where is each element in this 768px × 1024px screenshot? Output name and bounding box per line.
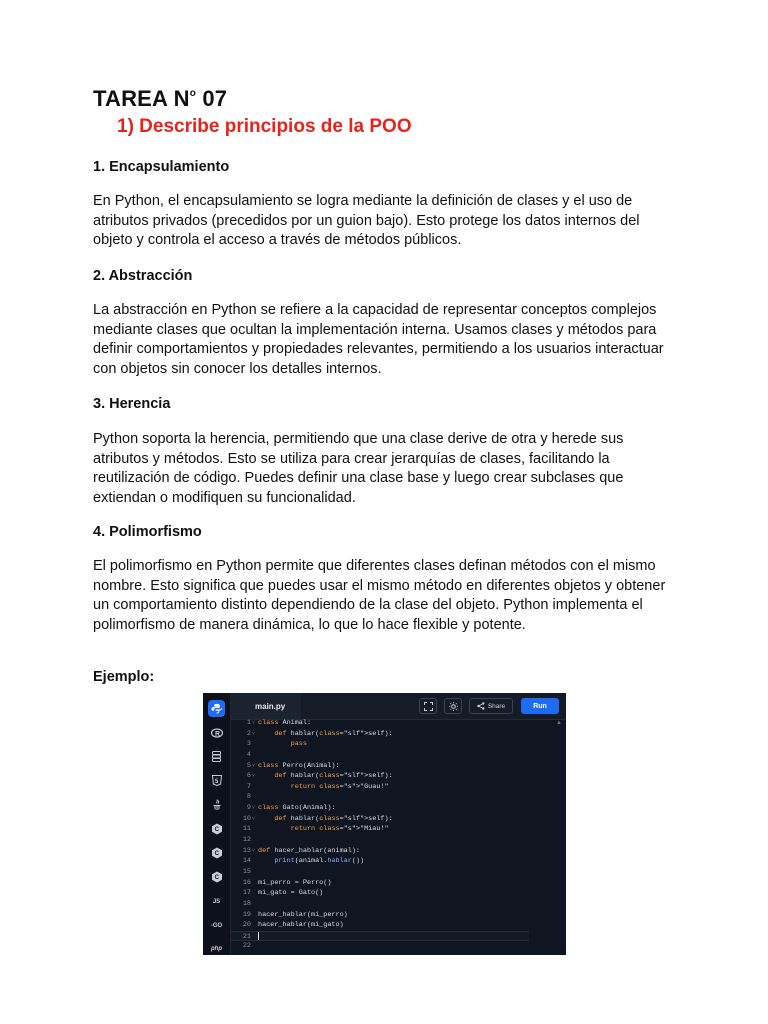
c-icon[interactable] xyxy=(208,820,225,837)
code-text: mi_perro = Perro() xyxy=(258,878,332,887)
java-icon[interactable] xyxy=(208,796,225,813)
line-number: 15 xyxy=(242,867,251,876)
code-line[interactable] xyxy=(231,835,566,846)
code-text: class Animal: xyxy=(258,719,312,727)
code-line[interactable] xyxy=(231,846,566,857)
code-line[interactable] xyxy=(231,910,566,921)
svg-text:R: R xyxy=(214,730,220,738)
fold-chevron-icon[interactable]: ˅ xyxy=(252,805,256,812)
code-text: print(animal.hablar()) xyxy=(274,857,365,866)
code-line[interactable] xyxy=(231,867,566,878)
code-line[interactable] xyxy=(231,941,566,952)
code-line[interactable] xyxy=(231,824,566,835)
database-icon[interactable] xyxy=(208,748,225,765)
language-sidebar xyxy=(203,693,231,955)
example-label: Ejemplo: xyxy=(93,669,155,685)
go-icon[interactable]: -GO xyxy=(210,922,223,929)
section-body-herencia: Python soporta la herencia, permitiendo que una clase derive de otra y herede sus atributos y métodos. Esto se utiliza para crear jerarquías de clases, facilitando la reutilización de código. Puedes definir una clase base y luego crear subclases que extiendan o modifiquen su funcionalidad. xyxy=(93,431,624,506)
section-heading-encapsulamiento: 1. Encapsulamiento xyxy=(93,159,230,175)
section-heading-abstraccion: 2. Abstracción xyxy=(93,268,193,284)
run-button[interactable]: Run xyxy=(521,698,559,714)
fold-chevron-icon[interactable]: ˅ xyxy=(252,730,256,737)
code-editor-screenshot xyxy=(203,693,566,955)
code-text: mi_gato = Gato() xyxy=(258,889,324,898)
code-text: def hacer_hablar(animal): xyxy=(258,846,360,855)
code-line[interactable] xyxy=(231,771,566,782)
code-area[interactable] xyxy=(231,718,566,952)
section-body-encapsulamiento: En Python, el encapsulamiento se logra mediante la definición de clases y el uso de atributos privados (precedidos por un guion bajo). Esto protege los datos internos del objeto y controla el acceso a través de métodos públicos. xyxy=(93,193,640,248)
code-line[interactable] xyxy=(231,729,566,740)
subtitle: 1) Describe principios de la POO xyxy=(117,116,412,137)
svg-text:5: 5 xyxy=(214,779,218,785)
line-number: 4 xyxy=(246,750,251,759)
section-heading-herencia: 3. Herencia xyxy=(93,396,171,412)
code-line[interactable] xyxy=(231,878,566,889)
theme-toggle-icon[interactable] xyxy=(444,698,462,714)
line-number: 7 xyxy=(246,782,251,791)
code-line[interactable] xyxy=(231,899,566,910)
code-line[interactable] xyxy=(231,931,529,942)
page-title xyxy=(93,86,227,112)
code-text: class Perro(Animal): xyxy=(258,761,340,770)
fold-chevron-icon[interactable]: ˅ xyxy=(252,720,256,726)
cpp-icon[interactable] xyxy=(208,844,225,861)
editor-toolbar xyxy=(231,693,566,720)
line-number: 11 xyxy=(242,825,251,834)
code-line[interactable] xyxy=(231,792,566,803)
line-number: 5 xyxy=(246,761,251,770)
line-number: 12 xyxy=(242,836,251,845)
code-line[interactable] xyxy=(231,814,566,825)
code-line[interactable] xyxy=(231,718,566,729)
fold-chevron-icon[interactable]: ˅ xyxy=(252,847,256,854)
code-text: hacer_hablar(mi_gato) xyxy=(258,921,344,930)
line-number: 13 xyxy=(242,846,251,855)
svg-text:C: C xyxy=(214,826,219,833)
section-body-abstraccion: La abstracción en Python se refiere a la capacidad de representar conceptos complejos mediante clases que ocultan la implementación interna. Usamos clases y métodos para definir comportamientos y propiedades relevantes, permitiendo a los usuarios interactuar con objetos sin conocer los detalles internos. xyxy=(93,302,664,377)
line-number: 14 xyxy=(242,857,251,866)
code-line[interactable] xyxy=(231,856,566,867)
tab-main-py[interactable]: main.py xyxy=(231,693,301,719)
code-text: pass xyxy=(290,740,307,749)
code-line[interactable] xyxy=(231,888,566,899)
code-text: def hablar(class="slf">self): xyxy=(274,772,393,781)
fold-chevron-icon[interactable]: ˅ xyxy=(252,815,256,822)
code-text: def hablar(class="slf">self): xyxy=(274,729,393,738)
code-line[interactable] xyxy=(231,803,566,814)
code-text: def hablar(class="slf">self): xyxy=(274,814,393,823)
section-heading-polimorfismo: 4. Polimorfismo xyxy=(93,524,202,540)
code-line[interactable] xyxy=(231,761,566,772)
fold-chevron-icon[interactable]: ˅ xyxy=(252,762,256,769)
fullscreen-icon[interactable] xyxy=(419,698,437,714)
code-line[interactable] xyxy=(231,750,566,761)
code-line[interactable] xyxy=(231,920,566,931)
code-line[interactable] xyxy=(231,782,566,793)
svg-text:C: C xyxy=(214,850,219,857)
csharp-icon[interactable] xyxy=(208,868,225,885)
line-number: 2 xyxy=(246,729,251,738)
line-number: 21 xyxy=(242,932,251,941)
line-number: 9 xyxy=(246,804,251,813)
code-text: return class="s">"Guau!" xyxy=(290,782,389,791)
line-number: 17 xyxy=(242,889,251,898)
line-number: 10 xyxy=(242,814,251,823)
html5-icon[interactable] xyxy=(208,772,225,789)
line-number: 16 xyxy=(242,878,251,887)
share-label: Share xyxy=(487,702,506,710)
php-icon[interactable]: php xyxy=(211,945,222,952)
code-line[interactable] xyxy=(231,739,566,750)
js-icon[interactable]: JS xyxy=(212,898,221,905)
line-number: 20 xyxy=(242,921,251,930)
line-number: 3 xyxy=(246,740,251,749)
line-number: 19 xyxy=(242,910,251,919)
line-number: 6 xyxy=(246,772,251,781)
share-button[interactable] xyxy=(469,698,513,714)
line-number: 22 xyxy=(242,942,251,951)
line-number: 1 xyxy=(246,719,251,727)
title-text: TAREA N xyxy=(93,86,190,111)
title-superscript: o xyxy=(189,87,197,99)
text-cursor xyxy=(258,932,259,940)
r-icon[interactable] xyxy=(208,724,225,741)
line-number: 8 xyxy=(246,793,251,802)
title-number: 07 xyxy=(196,86,228,111)
code-text: return class="s">"Miau!" xyxy=(290,825,389,834)
code-text: hacer_hablar(mi_perro) xyxy=(258,910,348,919)
svg-text:C: C xyxy=(214,874,219,881)
python-icon[interactable] xyxy=(208,700,225,717)
scroll-up-icon[interactable]: ▲ xyxy=(556,720,562,726)
line-number: 18 xyxy=(242,899,251,908)
section-body-polimorfismo: El polimorfismo en Python permite que diferentes clases definan métodos con el mismo nombre. Esto significa que puedes usar el mismo método en diferentes objetos y obtener un comportamiento distinto dependiendo de la clase del objeto. Python implementa el polimorfismo de manera dinámica, lo que lo hace flexible y potente. xyxy=(93,558,666,633)
code-text: class Gato(Animal): xyxy=(258,804,336,813)
fold-chevron-icon[interactable]: ˅ xyxy=(252,773,256,780)
